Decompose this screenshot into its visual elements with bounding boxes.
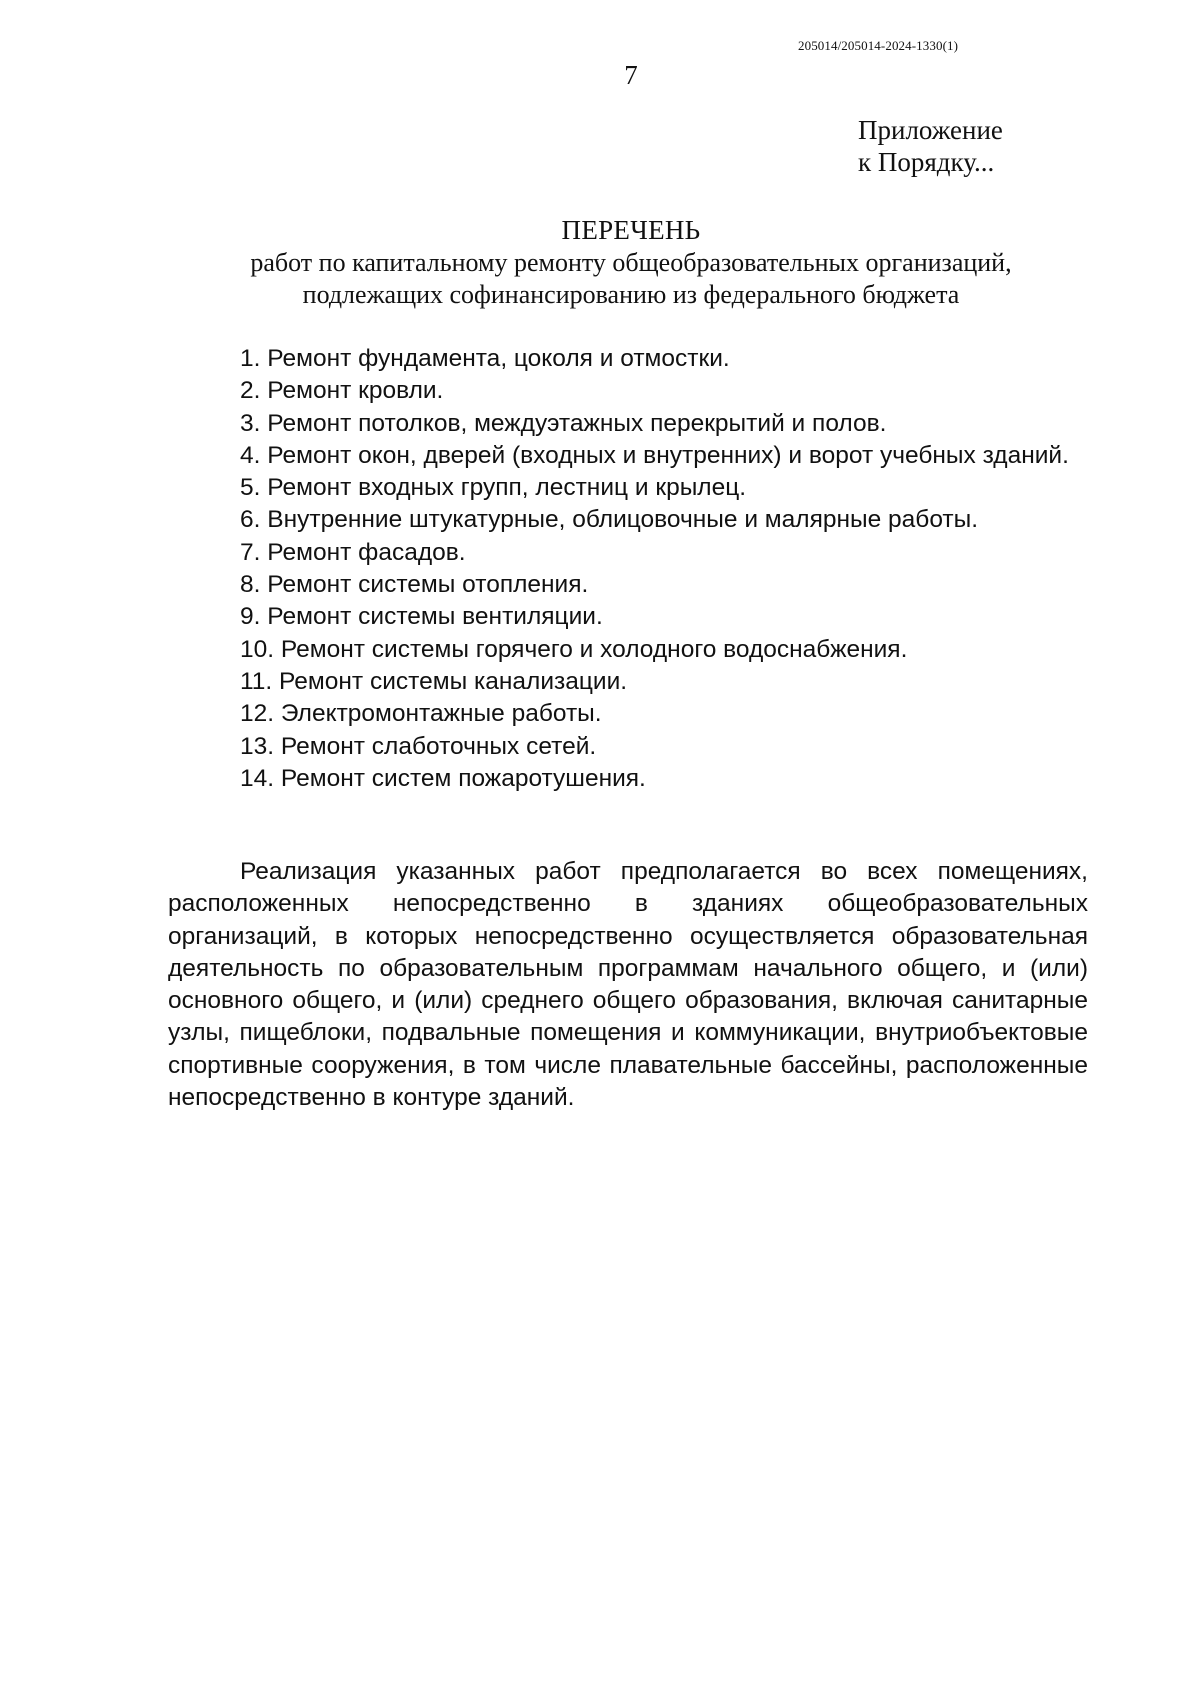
document-subtitle	[150, 247, 1112, 310]
list-item: 8. Ремонт системы отопления.	[240, 571, 589, 599]
appendix-line-1: Приложение	[858, 115, 1003, 145]
list-item: 10. Ремонт системы горячего и холодного водоснабжения.	[240, 635, 908, 663]
list-item: 6. Внутренние штукатурные, облицовочные и малярные работы.	[240, 506, 979, 534]
list-item: 11. Ремонт системы канализации.	[240, 667, 628, 695]
list-item: 14. Ремонт систем пожаротушения.	[240, 764, 646, 792]
implementation-paragraph: Реализация указанных работ предполагается во всех помещениях, расположенных непосредственно в зданиях общеобразовательных организаций, в которых непосредственно осуществляется образовательная деятельность по образовательным программам начального общего, и (или) основного общего, и (или) среднего общего образования, включая санитарные узлы, пищеблоки, подвальные помещения и коммуникации, внутриобъектовые спортивные сооружения, в том числе плавательные бассейны, расположенные непосредственно в контуре зданий.	[168, 858, 1088, 1112]
appendix-line-2: к Порядку...	[858, 147, 995, 177]
works-list	[168, 343, 1088, 795]
document-title: ПЕРЕЧЕНЬ	[561, 215, 701, 245]
appendix-reference	[858, 114, 1003, 178]
list-item: 12. Электромонтажные работы.	[240, 700, 602, 728]
list-item: 3. Ремонт потолков, междуэтажных перекрытий и полов.	[240, 409, 887, 437]
list-item: 1. Ремонт фундамента, цоколя и отмостки.	[240, 345, 730, 372]
list-item: 5. Ремонт входных групп, лестниц и крылец.	[240, 474, 747, 502]
page-number: 7	[624, 60, 638, 90]
list-item: 13. Ремонт слаботочных сетей.	[240, 732, 597, 760]
subtitle-line-1: работ по капитальному ремонту общеобразовательных организаций,	[250, 248, 1012, 277]
list-item: 2. Ремонт кровли.	[240, 377, 444, 405]
document-number: 205014/205014-2024-1330(1)	[798, 38, 959, 53]
list-item: 4. Ремонт окон, дверей (входных и внутренних) и ворот учебных зданий.	[240, 441, 1069, 469]
subtitle-line-2: подлежащих софинансированию из федерального бюджета	[302, 279, 960, 309]
list-item: 7. Ремонт фасадов.	[240, 538, 466, 566]
list-item: 9. Ремонт системы вентиляции.	[240, 603, 603, 631]
